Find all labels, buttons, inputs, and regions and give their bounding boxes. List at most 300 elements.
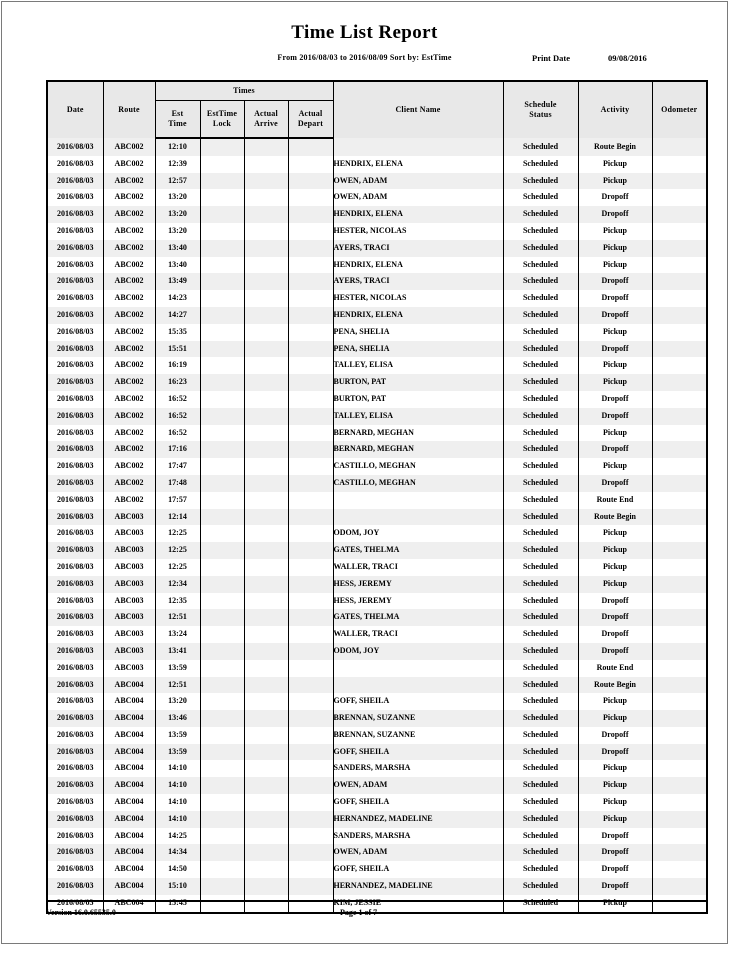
col-header-schedule-status [503,81,578,138]
cell-actual-arrive [244,609,288,626]
cell-date: 2016/08/03 [47,861,103,878]
page-title: Time List Report [291,22,438,43]
table-row [47,777,707,794]
cell-schedule-status: Scheduled [503,710,578,727]
cell-actual-arrive [244,223,288,240]
cell-est-time: 14:27 [155,307,200,324]
cell-odometer [652,542,707,559]
cell-actual-depart [288,559,333,576]
table-row [47,391,707,408]
table-row [47,693,707,710]
cell-actual-arrive [244,693,288,710]
cell-actual-arrive [244,777,288,794]
cell-actual-depart [288,509,333,526]
cell-est-time-lock [200,324,244,341]
cell-client-name: GOFF, SHEILA [333,861,503,878]
cell-schedule-status: Scheduled [503,525,578,542]
cell-date: 2016/08/03 [47,290,103,307]
cell-actual-arrive [244,760,288,777]
cell-actual-depart [288,677,333,694]
cell-date: 2016/08/03 [47,441,103,458]
cell-route: ABC002 [103,458,155,475]
cell-est-time-lock [200,391,244,408]
cell-actual-arrive [244,391,288,408]
cell-client-name: KIM, JESSIE [333,895,503,913]
cell-schedule-status: Scheduled [503,324,578,341]
table-row [47,341,707,358]
cell-odometer [652,441,707,458]
table-row [47,458,707,475]
cell-client-name: PENA, SHELIA [333,324,503,341]
cell-date: 2016/08/03 [47,138,103,156]
cell-route: ABC002 [103,290,155,307]
cell-route: ABC004 [103,828,155,845]
cell-schedule-status: Scheduled [503,492,578,509]
cell-est-time-lock [200,240,244,257]
cell-route: ABC002 [103,357,155,374]
cell-actual-depart [288,542,333,559]
cell-actual-arrive [244,828,288,845]
cell-client-name: OWEN, ADAM [333,844,503,861]
cell-date: 2016/08/03 [47,559,103,576]
cell-client-name: BERNARD, MEGHAN [333,441,503,458]
cell-schedule-status: Scheduled [503,559,578,576]
cell-route: ABC004 [103,878,155,895]
table-row [47,760,707,777]
cell-odometer [652,643,707,660]
cell-est-time: 16:52 [155,408,200,425]
cell-schedule-status: Scheduled [503,760,578,777]
cell-activity: Pickup [578,425,652,442]
cell-schedule-status: Scheduled [503,206,578,223]
cell-date: 2016/08/03 [47,895,103,913]
cell-odometer [652,189,707,206]
cell-activity: Dropoff [578,341,652,358]
cell-schedule-status: Scheduled [503,828,578,845]
cell-est-time-lock [200,559,244,576]
table-row [47,189,707,206]
cell-date: 2016/08/03 [47,324,103,341]
cell-activity: Dropoff [578,206,652,223]
cell-route: ABC003 [103,525,155,542]
cell-route: ABC004 [103,744,155,761]
cell-route: ABC002 [103,341,155,358]
cell-actual-depart [288,357,333,374]
cell-est-time: 17:48 [155,475,200,492]
cell-route: ABC003 [103,576,155,593]
cell-actual-arrive [244,542,288,559]
cell-schedule-status: Scheduled [503,744,578,761]
cell-client-name [333,509,503,526]
cell-client-name: TALLEY, ELISA [333,408,503,425]
cell-date: 2016/08/03 [47,609,103,626]
cell-client-name: HENDRIX, ELENA [333,257,503,274]
cell-actual-arrive [244,861,288,878]
cell-schedule-status: Scheduled [503,307,578,324]
cell-odometer [652,559,707,576]
col-header-schedule-status-line1: Schedule [524,100,557,109]
cell-est-time-lock [200,307,244,324]
cell-route: ABC002 [103,492,155,509]
cell-activity: Pickup [578,760,652,777]
table-row [47,425,707,442]
cell-actual-depart [288,475,333,492]
cell-odometer [652,777,707,794]
cell-route: ABC004 [103,760,155,777]
cell-route: ABC004 [103,710,155,727]
cell-est-time-lock [200,811,244,828]
cell-client-name [333,138,503,156]
cell-schedule-status: Scheduled [503,861,578,878]
cell-actual-depart [288,626,333,643]
cell-client-name: PENA, SHELIA [333,341,503,358]
cell-activity: Pickup [578,576,652,593]
cell-est-time-lock [200,425,244,442]
cell-date: 2016/08/03 [47,391,103,408]
table-row [47,878,707,895]
cell-actual-depart [288,844,333,861]
cell-actual-arrive [244,727,288,744]
cell-est-time-lock [200,138,244,156]
cell-odometer [652,273,707,290]
cell-client-name: CASTILLO, MEGHAN [333,458,503,475]
cell-est-time-lock [200,341,244,358]
cell-actual-depart [288,492,333,509]
cell-est-time: 13:59 [155,660,200,677]
cell-est-time-lock [200,777,244,794]
cell-activity: Pickup [578,559,652,576]
cell-actual-depart [288,138,333,156]
cell-actual-depart [288,660,333,677]
page-number-label: Page 1 of 7 [340,908,378,917]
cell-odometer [652,240,707,257]
cell-est-time: 14:10 [155,777,200,794]
cell-odometer [652,156,707,173]
col-header-client-name: Client Name [333,81,503,138]
cell-odometer [652,408,707,425]
cell-client-name: OWEN, ADAM [333,173,503,190]
cell-est-time-lock [200,156,244,173]
cell-actual-arrive [244,273,288,290]
cell-client-name: GATES, THELMA [333,609,503,626]
cell-actual-arrive [244,677,288,694]
cell-date: 2016/08/03 [47,223,103,240]
cell-route: ABC003 [103,509,155,526]
table-row [47,223,707,240]
cell-est-time-lock [200,408,244,425]
cell-date: 2016/08/03 [47,425,103,442]
cell-activity: Dropoff [578,391,652,408]
cell-est-time: 12:25 [155,542,200,559]
cell-est-time: 14:10 [155,760,200,777]
cell-actual-depart [288,290,333,307]
cell-client-name: BURTON, PAT [333,391,503,408]
cell-schedule-status: Scheduled [503,189,578,206]
cell-activity: Pickup [578,257,652,274]
col-header-actual-arrive-line2: Arrive [254,119,278,128]
cell-activity: Pickup [578,357,652,374]
cell-schedule-status: Scheduled [503,542,578,559]
cell-route: ABC003 [103,593,155,610]
cell-odometer [652,794,707,811]
cell-est-time: 13:40 [155,240,200,257]
cell-actual-arrive [244,710,288,727]
cell-client-name: HENDRIX, ELENA [333,307,503,324]
cell-client-name: SANDERS, MARSHA [333,828,503,845]
table-row [47,626,707,643]
cell-client-name: WALLER, TRACI [333,626,503,643]
cell-actual-depart [288,643,333,660]
cell-odometer [652,828,707,845]
cell-activity: Dropoff [578,189,652,206]
cell-actual-arrive [244,425,288,442]
cell-actual-depart [288,156,333,173]
cell-actual-arrive [244,844,288,861]
col-header-odometer: Odometer [652,81,707,138]
cell-route: ABC004 [103,844,155,861]
table-row [47,324,707,341]
cell-schedule-status: Scheduled [503,794,578,811]
cell-date: 2016/08/03 [47,878,103,895]
cell-odometer [652,223,707,240]
cell-est-time: 13:49 [155,273,200,290]
cell-schedule-status: Scheduled [503,626,578,643]
cell-actual-depart [288,206,333,223]
cell-route: ABC002 [103,273,155,290]
cell-actual-arrive [244,290,288,307]
cell-client-name [333,492,503,509]
cell-actual-arrive [244,475,288,492]
cell-actual-depart [288,240,333,257]
cell-schedule-status: Scheduled [503,441,578,458]
cell-actual-depart [288,341,333,358]
table-row [47,744,707,761]
cell-odometer [652,341,707,358]
cell-schedule-status: Scheduled [503,777,578,794]
cell-route: ABC003 [103,559,155,576]
cell-est-time-lock [200,828,244,845]
cell-client-name: GOFF, SHEILA [333,744,503,761]
cell-odometer [652,660,707,677]
cell-est-time: 13:59 [155,727,200,744]
cell-odometer [652,710,707,727]
cell-client-name: ODOM, JOY [333,643,503,660]
cell-route: ABC002 [103,475,155,492]
cell-activity: Dropoff [578,408,652,425]
cell-odometer [652,626,707,643]
print-date-label: Print Date [532,53,571,63]
cell-actual-depart [288,760,333,777]
cell-schedule-status: Scheduled [503,609,578,626]
cell-actual-arrive [244,492,288,509]
col-header-actual-depart [288,101,333,139]
cell-actual-arrive [244,458,288,475]
cell-est-time-lock [200,509,244,526]
cell-actual-depart [288,374,333,391]
cell-activity: Route Begin [578,509,652,526]
cell-est-time-lock [200,257,244,274]
cell-route: ABC004 [103,811,155,828]
cell-actual-arrive [244,811,288,828]
cell-odometer [652,593,707,610]
cell-date: 2016/08/03 [47,760,103,777]
cell-activity: Route Begin [578,138,652,156]
cell-activity: Dropoff [578,727,652,744]
cell-activity: Pickup [578,895,652,913]
cell-actual-depart [288,257,333,274]
cell-date: 2016/08/03 [47,525,103,542]
table-row [47,727,707,744]
cell-activity: Pickup [578,156,652,173]
cell-client-name: HESS, JEREMY [333,593,503,610]
cell-client-name [333,660,503,677]
table-row [47,559,707,576]
cell-est-time-lock [200,576,244,593]
cell-est-time: 16:23 [155,374,200,391]
cell-actual-arrive [244,744,288,761]
cell-route: ABC002 [103,324,155,341]
cell-activity: Route Begin [578,677,652,694]
report-meta-line [2,53,727,69]
cell-actual-arrive [244,307,288,324]
cell-est-time: 13:20 [155,693,200,710]
cell-odometer [652,811,707,828]
cell-actual-arrive [244,257,288,274]
cell-date: 2016/08/03 [47,341,103,358]
report-page [1,1,728,944]
cell-activity: Pickup [578,223,652,240]
cell-odometer [652,760,707,777]
cell-activity: Pickup [578,710,652,727]
cell-date: 2016/08/03 [47,542,103,559]
cell-est-time: 12:14 [155,509,200,526]
cell-date: 2016/08/03 [47,273,103,290]
cell-date: 2016/08/03 [47,744,103,761]
cell-est-time-lock [200,794,244,811]
cell-odometer [652,391,707,408]
cell-est-time: 12:35 [155,593,200,610]
table-row [47,609,707,626]
cell-est-time-lock [200,593,244,610]
cell-activity: Pickup [578,693,652,710]
table-row [47,138,707,156]
cell-date: 2016/08/03 [47,677,103,694]
table-row [47,643,707,660]
cell-activity: Pickup [578,794,652,811]
cell-client-name: BRENNAN, SUZANNE [333,710,503,727]
table-row [47,408,707,425]
cell-est-time: 17:47 [155,458,200,475]
cell-date: 2016/08/03 [47,307,103,324]
cell-date: 2016/08/03 [47,576,103,593]
cell-odometer [652,492,707,509]
table-row [47,794,707,811]
cell-schedule-status: Scheduled [503,290,578,307]
cell-client-name: TALLEY, ELISA [333,357,503,374]
cell-est-time: 12:34 [155,576,200,593]
cell-route: ABC004 [103,727,155,744]
table-row [47,374,707,391]
cell-client-name: HESS, JEREMY [333,576,503,593]
table-row [47,861,707,878]
cell-actual-depart [288,173,333,190]
cell-actual-depart [288,794,333,811]
cell-route: ABC003 [103,609,155,626]
col-header-route: Route [103,81,155,138]
col-header-actual-depart-line2: Depart [297,119,324,128]
cell-actual-arrive [244,341,288,358]
table-row [47,240,707,257]
cell-actual-depart [288,593,333,610]
cell-route: ABC004 [103,895,155,913]
cell-schedule-status: Scheduled [503,458,578,475]
cell-actual-arrive [244,559,288,576]
cell-date: 2016/08/03 [47,828,103,845]
cell-schedule-status: Scheduled [503,693,578,710]
cell-odometer [652,677,707,694]
cell-actual-depart [288,441,333,458]
cell-actual-arrive [244,576,288,593]
cell-activity: Dropoff [578,307,652,324]
cell-client-name: GATES, THELMA [333,542,503,559]
cell-odometer [652,307,707,324]
cell-actual-depart [288,458,333,475]
cell-route: ABC002 [103,223,155,240]
cell-date: 2016/08/03 [47,173,103,190]
cell-odometer [652,744,707,761]
cell-schedule-status: Scheduled [503,357,578,374]
col-header-est-time-lock [200,101,244,139]
cell-client-name: WALLER, TRACI [333,559,503,576]
cell-client-name: ODOM, JOY [333,525,503,542]
cell-route: ABC004 [103,861,155,878]
table-row [47,257,707,274]
cell-client-name: AYERS, TRACI [333,240,503,257]
cell-activity: Dropoff [578,828,652,845]
cell-activity: Dropoff [578,861,652,878]
table-row [47,206,707,223]
cell-est-time-lock [200,542,244,559]
cell-route: ABC003 [103,626,155,643]
cell-schedule-status: Scheduled [503,391,578,408]
cell-client-name: HESTER, NICOLAS [333,223,503,240]
cell-activity: Dropoff [578,643,652,660]
cell-est-time-lock [200,273,244,290]
table-row [47,677,707,694]
cell-actual-depart [288,391,333,408]
table-row [47,828,707,845]
cell-schedule-status: Scheduled [503,173,578,190]
cell-client-name [333,677,503,694]
cell-route: ABC002 [103,189,155,206]
cell-date: 2016/08/03 [47,458,103,475]
table-row [47,509,707,526]
cell-activity: Pickup [578,525,652,542]
table-row [47,710,707,727]
cell-est-time: 12:39 [155,156,200,173]
cell-odometer [652,727,707,744]
cell-route: ABC002 [103,173,155,190]
cell-actual-arrive [244,206,288,223]
cell-schedule-status: Scheduled [503,273,578,290]
cell-odometer [652,324,707,341]
cell-odometer [652,173,707,190]
cell-odometer [652,576,707,593]
table-row [47,156,707,173]
time-list-table [46,80,708,914]
cell-est-time-lock [200,475,244,492]
cell-est-time: 12:51 [155,677,200,694]
